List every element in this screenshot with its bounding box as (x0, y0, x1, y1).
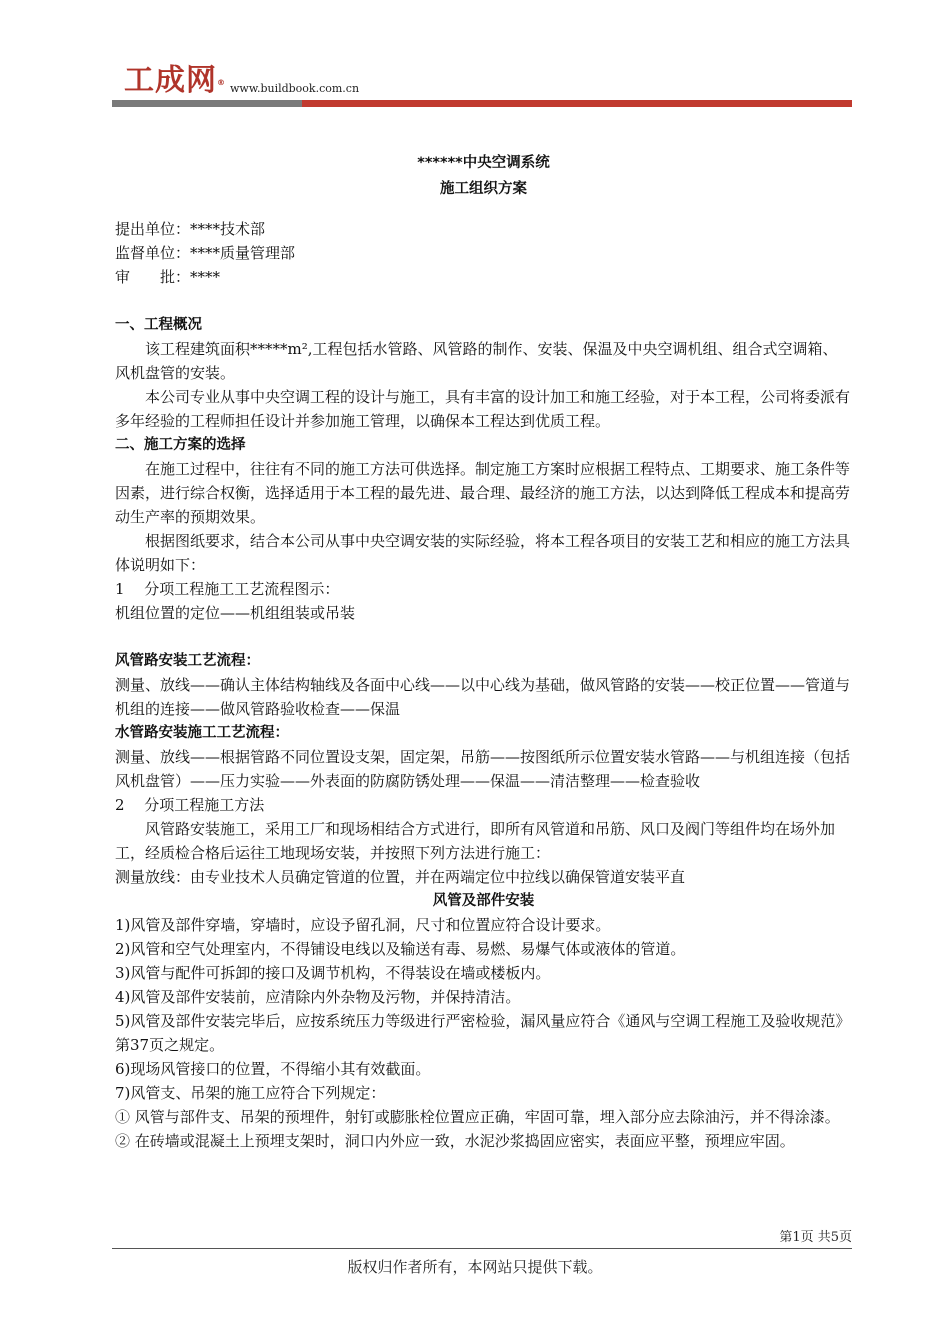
flow-text: 测量、放线——根据管路不同位置设支架，固定架，吊筋——按图纸所示位置安装水管路——与机组连接（包括风机盘管）——压力实验——外表面的防腐防锈处理——保温——清洁整理——检查验收 (115, 748, 851, 790)
rule-item: 6)现场风管接口的位置，不得缩小其有效截面。 (115, 1060, 431, 1078)
subheading-duct-flow: 风管路安装工艺流程： (115, 653, 260, 669)
rule-item: 3)风管与配件可拆卸的接口及调节机构，不得装设在墙或楼板内。 (115, 964, 551, 982)
submit-unit: 提出单位：****技术部 (115, 220, 266, 238)
document-body (115, 150, 852, 1153)
doc-subtitle: 施工组织方案 (440, 181, 527, 197)
paragraph: 测量放线：由专业技术人员确定管道的位置，并在两端定位中拉线以确保管道安装平直 (115, 868, 686, 886)
footer-divider (112, 1248, 852, 1249)
copyright-notice: 版权归作者所有，本网站只提供下载。 (347, 1258, 603, 1276)
supervise-unit: 监督单位：****质量管理部 (115, 244, 296, 262)
subheading-duct-install: 风管及部件安装 (432, 893, 535, 909)
header-divider (112, 100, 852, 107)
page-number: 第1页 共5页 (779, 1230, 852, 1245)
paragraph: 该工程建筑面积*****m²,工程包括水管路、风管路的制作、安装、保温及中央空调机组、组合式空调箱、风机盘管的安装。 (115, 340, 838, 382)
rule-item: 1)风管及部件穿墙，穿墙时，应设予留孔洞，尺寸和位置应符合设计要求。 (115, 916, 611, 934)
page-header (112, 60, 852, 108)
rule-item: 5)风管及部件安装完毕后，应按系统压力等级进行严密检验，漏风量应符合《通风与空调工程施工及验收规范》第37页之规定。 (115, 1012, 851, 1054)
circled-item: ① 风管与部件支、吊架的预埋件，射钉或膨胀栓位置应正确，牢固可靠，埋入部分应去除油污，并不得涂漆。 (115, 1108, 840, 1126)
site-url: www.buildbook.com.cn (230, 82, 360, 95)
doc-title: ******中央空调系统 (417, 155, 550, 171)
list-item: 2 分项工程施工方法 (115, 796, 265, 814)
section-heading-1: 一、工程概况 (115, 317, 202, 333)
flow-text: 机组位置的定位——机组组装或吊装 (115, 604, 356, 622)
paragraph: 根据图纸要求，结合本公司从事中央空调安装的实际经验，将本工程各项目的安装工艺和相应的施工方法具体说明如下： (115, 532, 851, 574)
paragraph: 本公司专业从事中央空调工程的设计与施工，具有丰富的设计加工和施工经验，对于本工程，公司将委派有多年经验的工程师担任设计并参加施工管理，以确保本工程达到优质工程。 (115, 388, 851, 430)
rule-item: 4)风管及部件安装前，应清除内外杂物及污物，并保持清洁。 (115, 988, 521, 1006)
approver: 审 批：**** (115, 268, 221, 286)
list-item: 1 分项工程施工工艺流程图示： (115, 580, 340, 598)
site-logo: 工成网® (124, 63, 226, 98)
circled-item: ② 在砖墙或混凝土上预埋支架时，洞口内外应一致，水泥沙浆捣固应密实，表面应平整，预埋应牢固。 (115, 1132, 795, 1150)
flow-text: 测量、放线——确认主体结构轴线及各面中心线——以中心线为基础，做风管路的安装——校正位置——管道与机组的连接——做风管路验收检查——保温 (115, 676, 851, 718)
paragraph: 风管路安装施工，采用工厂和现场相结合方式进行，即所有风管道和吊筋、风口及阀门等组件均在场外加工，经质检合格后运往工地现场安装，并按照下列方法进行施工： (115, 820, 836, 862)
rule-item: 7)风管支、吊架的施工应符合下列规定： (115, 1084, 386, 1102)
section-heading-2: 二、施工方案的选择 (115, 437, 246, 453)
subheading-water-flow: 水管路安装施工工艺流程： (115, 725, 289, 741)
rule-item: 2)风管和空气处理室内，不得铺设电线以及输送有毒、易燃、易爆气体或液体的管道。 (115, 940, 686, 958)
paragraph: 在施工过程中，往往有不同的施工方法可供选择。制定施工方案时应根据工程特点、工期要求、施工条件等因素，进行综合权衡，选择适用于本工程的最先进、最合理、最经济的施工方法，以达到降低工程成本和提高劳动生产率的预期效果。 (115, 460, 851, 526)
